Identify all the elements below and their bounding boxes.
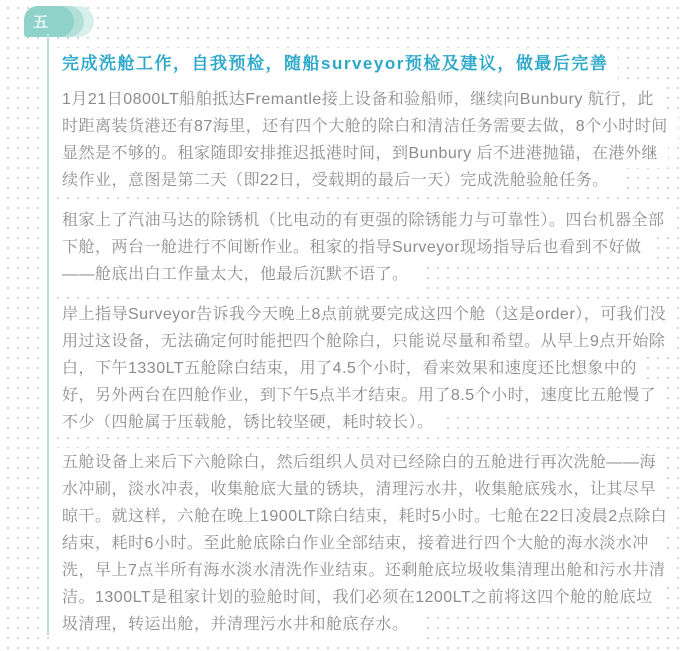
article-title xyxy=(52,50,668,77)
section-number-badge xyxy=(24,6,94,40)
paragraph-3 xyxy=(52,301,668,436)
paragraph-4 xyxy=(52,449,668,638)
article-title-text: 完成洗舱工作，自我预检，随船surveyor预检及建议，做最后完善 xyxy=(52,48,618,79)
paragraph-2-text: 租家上了汽油马达的除锈机（比电动的有更强的除锈能力与可靠性）。四台机器全部下舱，两台一舱进行不间断作业。租家的指导Surveyor现场指导后也看到不好做——舱底出白工作量太大，他最后沉默不语了。 xyxy=(52,206,675,289)
paragraph-1 xyxy=(52,86,668,194)
paragraph-3-text: 岸上指导Surveyor告诉我今天晚上8点前就要完成这四个舱（这是order），可我们没用过这设备，无法确定何时能把四个舱除白，只能说尽量和希望。从早上9点开始除白，下午1330LT五舱除白结束，用了4.5个小时，看来效果和速度还比想象中的好，另外两台在四舱作业，到下午5点半才结束。用了8.5个小时，速度比五舱慢了不少（四舱属于压载舱，锈比较坚硬，耗时较长）。 xyxy=(52,300,676,437)
paragraph-1-text: 1月21日0800LT船舶抵达Fremantle接上设备和验船师，继续向Bunbury 航行，此时距离装货港还有87海里，还有四个大舱的除白和清洁任务需要去做，8个小时时间显然是不够的。租家随即安排推迟抵港时间，到Bunbury 后不进港抛锚，在港外继续作业，意图是第二天（即22日，受载期的最后一天）完成洗舱验舱任务。 xyxy=(52,85,678,195)
article-content xyxy=(52,50,668,651)
badge-label: 五 xyxy=(33,14,49,31)
badge-layer-front xyxy=(24,6,74,37)
timeline-line xyxy=(47,34,49,635)
paragraph-4-text: 五舱设备上来后下六舱除白，然后组织人员对已经除白的五舱进行再次洗舱——海水冲刷，淡水冲表，收集舱底大量的锈块，清理污水井，收集舱底残水，让其尽早晾干。就这样，六舱在晚上1900LT除白结束，耗时5小时。七舱在22日凌晨2点除白结束，耗时6小时。至此舱底除白作业全部结束，接着进行四个大舱的海水淡水冲洗，早上7点半所有海水淡水清洗作业结束。还剩舱底垃圾收集清理出舱和污水井清洁。1300LT是租家计划的验舱时间，我们必须在1200LT之前将这四个舱的舱底垃圾清理，转运出舱，并清理污水井和舱底存水。 xyxy=(52,448,677,639)
paragraph-2 xyxy=(52,207,668,288)
